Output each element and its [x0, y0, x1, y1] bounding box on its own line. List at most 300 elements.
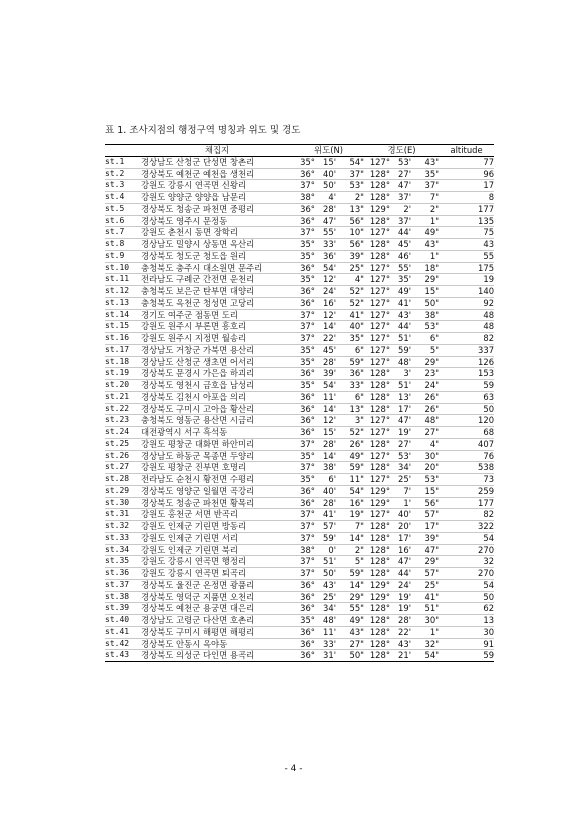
altitude-cell: 77 — [439, 156, 494, 168]
lon-sec-cell: 20" — [411, 462, 439, 474]
lon-min-cell: 37' — [390, 192, 411, 204]
site-id-cell: st.29 — [105, 485, 141, 497]
site-id-cell: st.42 — [105, 638, 141, 650]
site-id-cell: st.28 — [105, 474, 141, 486]
lon-sec-cell: 15" — [411, 485, 439, 497]
lon-min-cell: 48' — [390, 356, 411, 368]
lat-sec-cell: 35" — [336, 333, 364, 345]
lon-deg-cell: 127° — [364, 227, 390, 239]
altitude-cell: 177 — [439, 203, 494, 215]
page-number: - 4 - — [284, 764, 303, 774]
location-cell: 경상북도 청송군 파천면 황목리 — [141, 497, 293, 509]
lat-deg-cell: 35° — [293, 615, 315, 627]
lon-min-cell: 44' — [390, 321, 411, 333]
lat-sec-cell: 59" — [336, 568, 364, 580]
lon-deg-cell: 127° — [364, 474, 390, 486]
lat-min-cell: 50' — [315, 568, 336, 580]
lat-min-cell: 38' — [315, 462, 336, 474]
lat-deg-cell: 36° — [293, 215, 315, 227]
lon-deg-cell: 127° — [364, 509, 390, 521]
table-row — [105, 427, 494, 439]
location-cell: 경상북도 영천시 금호읍 남성리 — [141, 380, 293, 392]
lon-deg-cell: 128° — [364, 521, 390, 533]
site-id-cell: st.3 — [105, 180, 141, 192]
site-id-cell: st.37 — [105, 579, 141, 591]
lat-sec-cell: 5" — [336, 556, 364, 568]
lat-deg-cell: 35° — [293, 450, 315, 462]
lat-deg-cell: 35° — [293, 356, 315, 368]
table-row — [105, 403, 494, 415]
location-cell: 강원도 평창군 대화면 하안미리 — [141, 438, 293, 450]
lat-min-cell: 25' — [315, 591, 336, 603]
lon-sec-cell: 43" — [411, 239, 439, 251]
lon-sec-cell: 15" — [411, 286, 439, 298]
location-cell: 경상북도 영주시 문정동 — [141, 215, 293, 227]
table-row — [105, 485, 494, 497]
lat-deg-cell: 35° — [293, 474, 315, 486]
lat-deg-cell: 37° — [293, 532, 315, 544]
lon-min-cell: 19' — [390, 603, 411, 615]
lon-sec-cell: 35" — [411, 168, 439, 180]
altitude-cell: 32 — [439, 556, 494, 568]
lat-min-cell: 15' — [315, 427, 336, 439]
location-cell: 경기도 여주군 점동면 도리 — [141, 309, 293, 321]
altitude-cell: 538 — [439, 462, 494, 474]
lon-sec-cell: 30" — [411, 450, 439, 462]
lon-min-cell: 44' — [390, 227, 411, 239]
site-id-cell: st.15 — [105, 321, 141, 333]
lon-min-cell: 47' — [390, 415, 411, 427]
lat-deg-cell: 36° — [293, 168, 315, 180]
lat-sec-cell: 37" — [336, 168, 364, 180]
lat-sec-cell: 4" — [336, 274, 364, 286]
lon-min-cell: 17' — [390, 403, 411, 415]
location-cell: 경상남도 산청군 생초면 어서리 — [141, 356, 293, 368]
lat-deg-cell: 38° — [293, 192, 315, 204]
lat-min-cell: 54' — [315, 380, 336, 392]
lon-sec-cell: 2" — [411, 203, 439, 215]
altitude-cell: 126 — [439, 356, 494, 368]
lon-min-cell: 24' — [390, 579, 411, 591]
site-id-cell: st.36 — [105, 568, 141, 580]
lat-sec-cell: 53" — [336, 180, 364, 192]
lon-deg-cell: 127° — [364, 415, 390, 427]
altitude-cell: 140 — [439, 286, 494, 298]
site-id-cell: st.40 — [105, 615, 141, 627]
lon-min-cell: 19' — [390, 591, 411, 603]
lat-sec-cell: 56" — [336, 215, 364, 227]
site-coordinates-table — [105, 144, 494, 662]
lat-sec-cell: 27" — [336, 638, 364, 650]
lon-sec-cell: 48" — [411, 415, 439, 427]
lat-deg-cell: 36° — [293, 368, 315, 380]
site-id-cell: st.39 — [105, 603, 141, 615]
location-cell: 경상북도 의성군 다인면 용곡리 — [141, 650, 293, 662]
site-id-cell: st.6 — [105, 215, 141, 227]
lon-deg-cell: 128° — [364, 250, 390, 262]
site-id-cell: st.20 — [105, 380, 141, 392]
lat-deg-cell: 35° — [293, 239, 315, 251]
location-cell: 충청북도 보은군 탄부면 대양리 — [141, 286, 293, 298]
altitude-cell: 177 — [439, 497, 494, 509]
lon-deg-cell: 127° — [364, 156, 390, 168]
lon-sec-cell: 57" — [411, 509, 439, 521]
site-id-cell: st.12 — [105, 286, 141, 298]
header-longitude: 경도(E) — [364, 145, 439, 157]
site-id-cell: st.8 — [105, 239, 141, 251]
altitude-cell: 30 — [439, 626, 494, 638]
lat-deg-cell: 35° — [293, 250, 315, 262]
lat-min-cell: 59' — [315, 532, 336, 544]
site-id-cell: st.32 — [105, 521, 141, 533]
lat-sec-cell: 13" — [336, 203, 364, 215]
altitude-cell: 48 — [439, 309, 494, 321]
location-cell: 경상남도 산청군 단성면 창촌리 — [141, 156, 293, 168]
lat-sec-cell: 14" — [336, 579, 364, 591]
lon-sec-cell: 47" — [411, 544, 439, 556]
altitude-cell: 63 — [439, 391, 494, 403]
lon-sec-cell: 24" — [411, 380, 439, 392]
location-cell: 경상북도 김천시 아포읍 의리 — [141, 391, 293, 403]
lat-min-cell: 40' — [315, 485, 336, 497]
lon-sec-cell: 49" — [411, 227, 439, 239]
site-id-cell: st.13 — [105, 297, 141, 309]
lat-sec-cell: 26" — [336, 438, 364, 450]
lon-sec-cell: 50" — [411, 297, 439, 309]
lon-deg-cell: 127° — [364, 297, 390, 309]
lat-sec-cell: 14" — [336, 532, 364, 544]
table-row — [105, 497, 494, 509]
altitude-cell: 259 — [439, 485, 494, 497]
lon-min-cell: 1' — [390, 497, 411, 509]
lat-deg-cell: 36° — [293, 403, 315, 415]
lat-min-cell: 34' — [315, 603, 336, 615]
table-row — [105, 321, 494, 333]
altitude-cell: 75 — [439, 227, 494, 239]
location-cell: 경상북도 영덕군 지품면 오천리 — [141, 591, 293, 603]
table-row — [105, 262, 494, 274]
lon-min-cell: 43' — [390, 309, 411, 321]
location-cell: 경상남도 고령군 다산면 호촌리 — [141, 615, 293, 627]
lon-min-cell: 46' — [390, 250, 411, 262]
lon-min-cell: 27' — [390, 438, 411, 450]
site-id-cell: st.38 — [105, 591, 141, 603]
site-id-cell: st.35 — [105, 556, 141, 568]
lon-sec-cell: 7" — [411, 192, 439, 204]
altitude-cell: 8 — [439, 192, 494, 204]
lat-sec-cell: 59" — [336, 356, 364, 368]
lat-sec-cell: 3" — [336, 415, 364, 427]
site-id-cell: st.11 — [105, 274, 141, 286]
lon-min-cell: 47' — [390, 180, 411, 192]
table-caption: 표 1. 조사지점의 행정구역 명칭과 위도 및 경도 — [105, 125, 301, 136]
lon-sec-cell: 6" — [411, 333, 439, 345]
header-row — [105, 145, 494, 157]
lon-deg-cell: 128° — [364, 544, 390, 556]
lon-sec-cell: 1" — [411, 215, 439, 227]
lon-min-cell: 45' — [390, 239, 411, 251]
altitude-cell: 54 — [439, 532, 494, 544]
lat-deg-cell: 37° — [293, 321, 315, 333]
lat-sec-cell: 40" — [336, 321, 364, 333]
table-row — [105, 156, 494, 168]
table-row — [105, 309, 494, 321]
lat-deg-cell: 36° — [293, 427, 315, 439]
lon-min-cell: 35' — [390, 274, 411, 286]
lat-min-cell: 14' — [315, 403, 336, 415]
header-altitude: altitude — [439, 145, 494, 157]
location-cell: 경상남도 거창군 가북면 용산리 — [141, 344, 293, 356]
lon-sec-cell: 1" — [411, 250, 439, 262]
altitude-cell: 135 — [439, 215, 494, 227]
table-row — [105, 380, 494, 392]
lat-sec-cell: 10" — [336, 227, 364, 239]
table-row — [105, 450, 494, 462]
lat-min-cell: 33' — [315, 239, 336, 251]
lat-deg-cell: 37° — [293, 180, 315, 192]
lat-min-cell: 36' — [315, 250, 336, 262]
site-id-cell: st.19 — [105, 368, 141, 380]
lat-deg-cell: 36° — [293, 497, 315, 509]
table-row — [105, 556, 494, 568]
lon-deg-cell: 129° — [364, 591, 390, 603]
altitude-cell: 73 — [439, 474, 494, 486]
lat-min-cell: 11' — [315, 626, 336, 638]
altitude-cell: 48 — [439, 321, 494, 333]
lat-min-cell: 39' — [315, 368, 336, 380]
site-id-cell: st.4 — [105, 192, 141, 204]
lon-min-cell: 51' — [390, 333, 411, 345]
lon-deg-cell: 127° — [364, 344, 390, 356]
location-cell: 경상북도 울진군 온정면 광품리 — [141, 579, 293, 591]
location-cell: 경상북도 청송군 파천면 중평리 — [141, 203, 293, 215]
site-id-cell: st.23 — [105, 415, 141, 427]
lat-min-cell: 12' — [315, 309, 336, 321]
lon-min-cell: 43' — [390, 638, 411, 650]
lat-deg-cell: 37° — [293, 438, 315, 450]
lat-sec-cell: 50" — [336, 650, 364, 662]
lat-min-cell: 50' — [315, 180, 336, 192]
lon-min-cell: 28' — [390, 615, 411, 627]
lon-sec-cell: 53" — [411, 321, 439, 333]
lon-sec-cell: 30" — [411, 615, 439, 627]
lat-deg-cell: 36° — [293, 626, 315, 638]
header-location: 채집지 — [141, 145, 293, 157]
lat-min-cell: 28' — [315, 438, 336, 450]
altitude-cell: 59 — [439, 650, 494, 662]
lat-min-cell: 24' — [315, 286, 336, 298]
altitude-cell: 17 — [439, 180, 494, 192]
lat-min-cell: 12' — [315, 415, 336, 427]
lon-deg-cell: 128° — [364, 626, 390, 638]
lon-sec-cell: 5" — [411, 344, 439, 356]
site-id-cell: st.21 — [105, 391, 141, 403]
site-id-cell: st.18 — [105, 356, 141, 368]
lat-min-cell: 48' — [315, 615, 336, 627]
lon-sec-cell: 29" — [411, 556, 439, 568]
altitude-cell: 76 — [439, 450, 494, 462]
lon-min-cell: 47' — [390, 556, 411, 568]
site-id-cell: st.27 — [105, 462, 141, 474]
lat-deg-cell: 38° — [293, 544, 315, 556]
lat-min-cell: 22' — [315, 333, 336, 345]
lat-min-cell: 33' — [315, 638, 336, 650]
lat-min-cell: 47' — [315, 215, 336, 227]
lat-sec-cell: 25" — [336, 262, 364, 274]
lon-deg-cell: 127° — [364, 450, 390, 462]
lon-min-cell: 27' — [390, 168, 411, 180]
lat-sec-cell: 19" — [336, 509, 364, 521]
altitude-cell: 120 — [439, 415, 494, 427]
altitude-cell: 43 — [439, 239, 494, 251]
site-id-cell: st.1 — [105, 156, 141, 168]
lon-sec-cell: 54" — [411, 650, 439, 662]
header-site — [105, 145, 141, 157]
lon-sec-cell: 1" — [411, 626, 439, 638]
lat-deg-cell: 36° — [293, 286, 315, 298]
location-cell: 전라남도 구례군 간전면 운천리 — [141, 274, 293, 286]
table-row — [105, 391, 494, 403]
location-cell: 충청북도 충주시 대소원면 문주리 — [141, 262, 293, 274]
lon-sec-cell: 26" — [411, 403, 439, 415]
lon-sec-cell: 29" — [411, 274, 439, 286]
lat-min-cell: 14' — [315, 450, 336, 462]
site-id-cell: st.7 — [105, 227, 141, 239]
lat-deg-cell: 36° — [293, 297, 315, 309]
location-cell: 경상북도 구미시 고아읍 황산리 — [141, 403, 293, 415]
lon-deg-cell: 127° — [364, 262, 390, 274]
altitude-cell: 19 — [439, 274, 494, 286]
table-row — [105, 603, 494, 615]
table-row — [105, 544, 494, 556]
location-cell: 강원도 인제군 기린면 서리 — [141, 532, 293, 544]
location-cell: 강원도 인제군 기린면 방동리 — [141, 521, 293, 533]
lon-deg-cell: 129° — [364, 497, 390, 509]
site-id-cell: st.25 — [105, 438, 141, 450]
lat-deg-cell: 36° — [293, 603, 315, 615]
location-cell: 경상남도 밀양시 상동면 옥산리 — [141, 239, 293, 251]
location-cell: 경상북도 영양군 일월면 곡강리 — [141, 485, 293, 497]
lon-deg-cell: 129° — [364, 203, 390, 215]
lon-sec-cell: 53" — [411, 474, 439, 486]
lat-sec-cell: 6" — [336, 391, 364, 403]
lon-sec-cell: 43" — [411, 156, 439, 168]
location-cell: 전라남도 순천시 황전면 수평리 — [141, 474, 293, 486]
lon-min-cell: 49' — [390, 286, 411, 298]
lat-sec-cell: 2" — [336, 192, 364, 204]
lat-min-cell: 28' — [315, 497, 336, 509]
altitude-cell: 91 — [439, 638, 494, 650]
lat-sec-cell: 54" — [336, 485, 364, 497]
lat-min-cell: 40' — [315, 168, 336, 180]
table-row — [105, 462, 494, 474]
altitude-cell: 153 — [439, 368, 494, 380]
table-row — [105, 591, 494, 603]
table-row — [105, 250, 494, 262]
lon-min-cell: 7' — [390, 485, 411, 497]
table-row — [105, 168, 494, 180]
lat-min-cell: 6' — [315, 474, 336, 486]
lon-min-cell: 25' — [390, 474, 411, 486]
table-row — [105, 274, 494, 286]
lon-min-cell: 34' — [390, 462, 411, 474]
site-id-cell: st.2 — [105, 168, 141, 180]
lat-deg-cell: 37° — [293, 509, 315, 521]
lon-deg-cell: 128° — [364, 462, 390, 474]
lon-min-cell: 53' — [390, 450, 411, 462]
lat-min-cell: 51' — [315, 556, 336, 568]
lat-sec-cell: 7" — [336, 521, 364, 533]
lat-deg-cell: 36° — [293, 262, 315, 274]
lon-sec-cell: 32" — [411, 638, 439, 650]
lat-deg-cell: 37° — [293, 333, 315, 345]
table-row — [105, 615, 494, 627]
lon-min-cell: 22' — [390, 626, 411, 638]
lat-min-cell: 15' — [315, 156, 336, 168]
table-row — [105, 368, 494, 380]
lat-min-cell: 55' — [315, 227, 336, 239]
lon-sec-cell: 18" — [411, 262, 439, 274]
lat-min-cell: 43' — [315, 579, 336, 591]
lat-sec-cell: 36" — [336, 368, 364, 380]
lon-deg-cell: 128° — [364, 438, 390, 450]
site-id-cell: st.17 — [105, 344, 141, 356]
lon-sec-cell: 26" — [411, 391, 439, 403]
lat-sec-cell: 56" — [336, 239, 364, 251]
lat-sec-cell: 41" — [336, 309, 364, 321]
site-id-cell: st.22 — [105, 403, 141, 415]
location-cell: 강원도 춘천시 동면 장학리 — [141, 227, 293, 239]
lat-deg-cell: 36° — [293, 650, 315, 662]
location-cell: 강원도 강릉시 연곡면 신왕리 — [141, 180, 293, 192]
altitude-cell: 270 — [439, 544, 494, 556]
location-cell: 강원도 인제군 기린면 북리 — [141, 544, 293, 556]
table-row — [105, 474, 494, 486]
lon-min-cell: 37' — [390, 215, 411, 227]
lat-sec-cell: 52" — [336, 286, 364, 298]
lon-sec-cell: 4" — [411, 438, 439, 450]
lat-min-cell: 0' — [315, 544, 336, 556]
lat-deg-cell: 35° — [293, 274, 315, 286]
lon-min-cell: 19' — [390, 427, 411, 439]
lat-deg-cell: 36° — [293, 591, 315, 603]
altitude-cell: 50 — [439, 403, 494, 415]
altitude-cell: 62 — [439, 603, 494, 615]
table-row — [105, 215, 494, 227]
altitude-cell: 337 — [439, 344, 494, 356]
lat-sec-cell: 49" — [336, 615, 364, 627]
lat-deg-cell: 37° — [293, 568, 315, 580]
lat-deg-cell: 37° — [293, 227, 315, 239]
location-cell: 대전광역시 서구 흑석동 — [141, 427, 293, 439]
table-row — [105, 239, 494, 251]
lat-deg-cell: 36° — [293, 391, 315, 403]
lon-sec-cell: 57" — [411, 568, 439, 580]
site-id-cell: st.33 — [105, 532, 141, 544]
lat-deg-cell: 36° — [293, 638, 315, 650]
lon-sec-cell: 17" — [411, 521, 439, 533]
location-cell: 경상남도 하동군 목종면 두양리 — [141, 450, 293, 462]
lon-min-cell: 16' — [390, 544, 411, 556]
site-id-cell: st.24 — [105, 427, 141, 439]
location-cell: 강원도 강릉시 연곡면 행정리 — [141, 556, 293, 568]
lat-min-cell: 28' — [315, 203, 336, 215]
lat-deg-cell: 36° — [293, 579, 315, 591]
lon-deg-cell: 128° — [364, 380, 390, 392]
altitude-cell: 50 — [439, 591, 494, 603]
location-cell: 강원도 평창군 진부면 호명리 — [141, 462, 293, 474]
location-cell: 경상북도 청도군 청도읍 원리 — [141, 250, 293, 262]
